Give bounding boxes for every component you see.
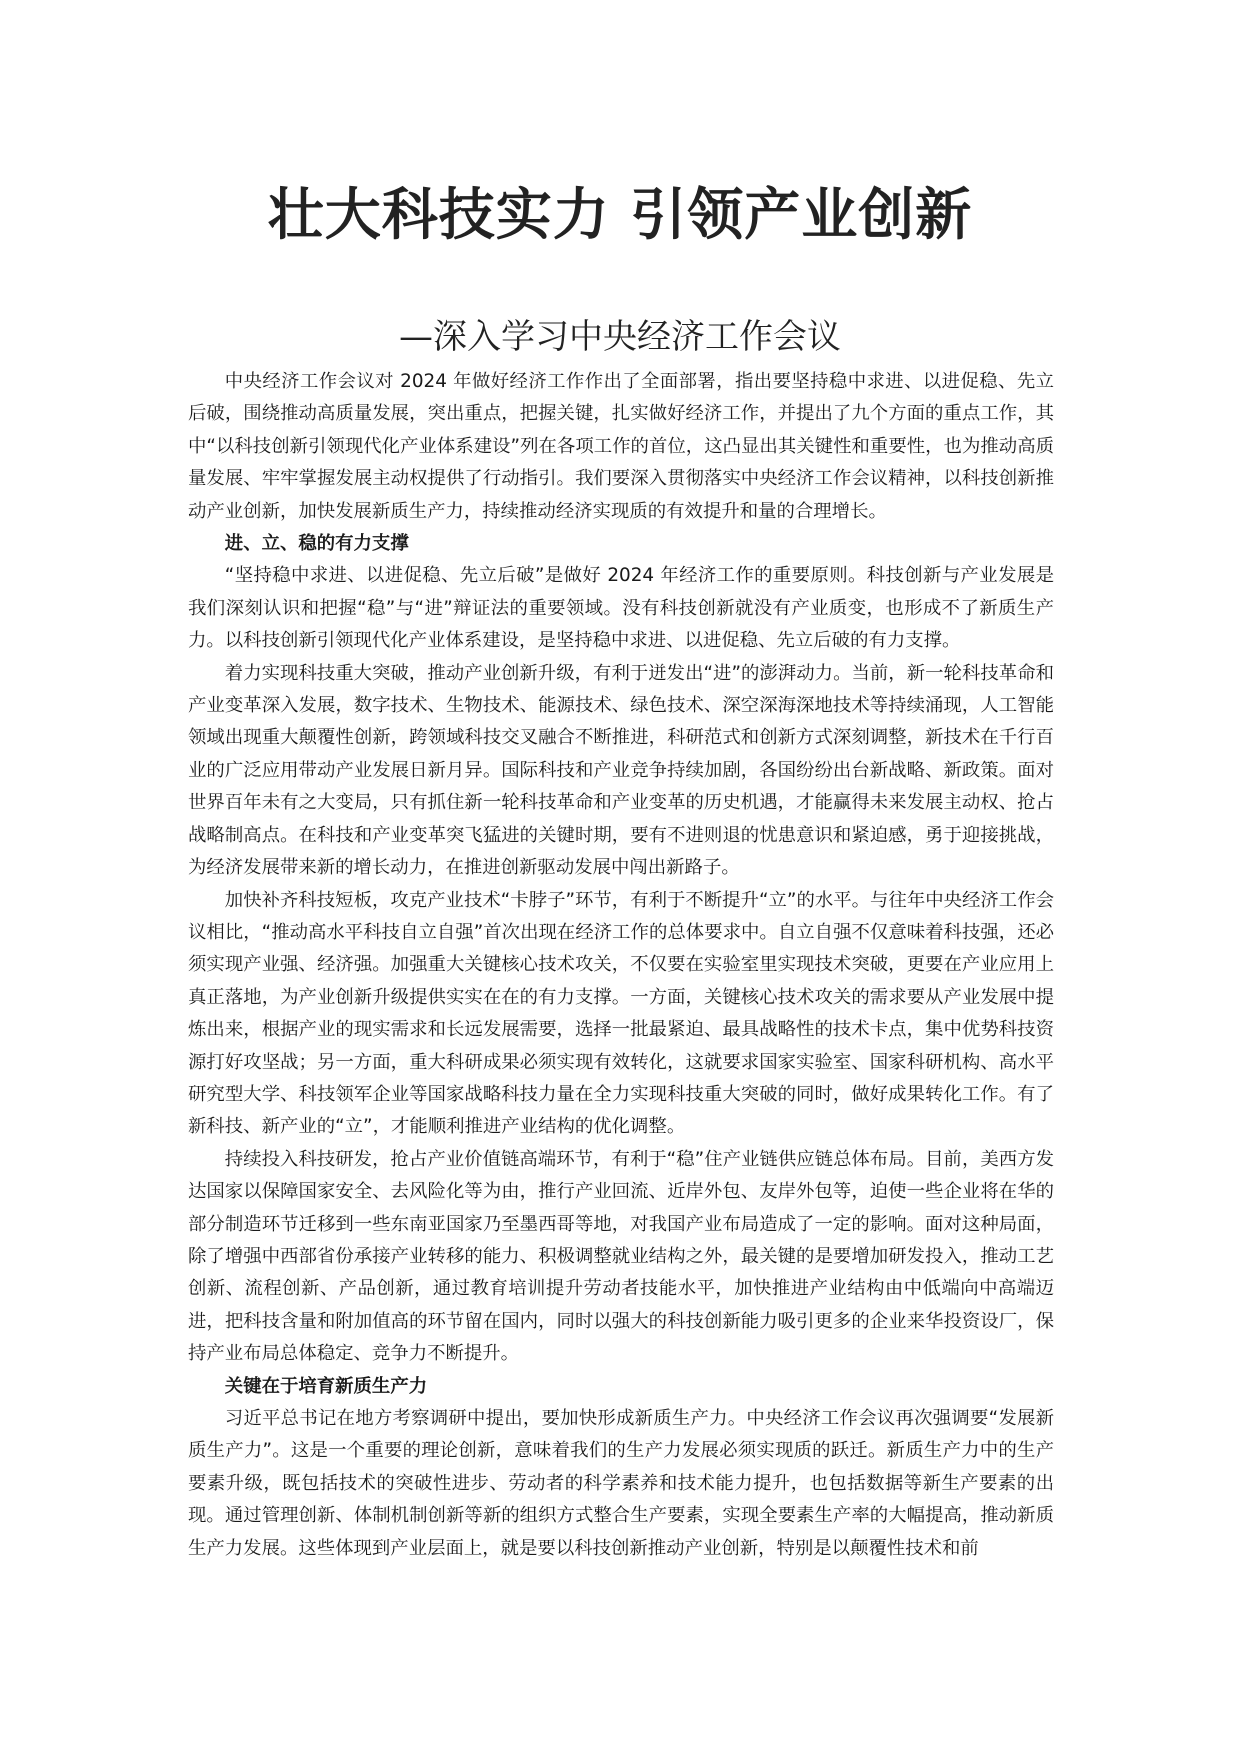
body-paragraph: 加快补齐科技短板，攻克产业技术“卡脖子”环节，有利于不断提升“立”的水平。与往年中央经济工作会议相比，“推动高水平科技自立自强”首次出现在经济工作的总体要求中。自立自强不仅意味着科技强，还必须实现产业强、经济强。加强重大关键核心技术攻关，不仅要在实验室里实现技术突破，更要在产业应用上真正落地，为产业创新升级提供实实在在的有力支撑。一方面，关键核心技术攻关的需求要从产业发展中提炼出来，根据产业的现实需求和长远发展需要，选择一批最紧迫、最具战略性的技术卡点，集中优势科技资源打好攻坚战；另一方面，重大科研成果必须实现有效转化，这就要求国家实验室、国家科研机构、高水平研究型大学、科技领军企业等国家战略科技力量在全力实现科技重大突破的同时，做好成果转化工作。有了新科技、新产业的“立”，才能顺利推进产业结构的优化调整。: [188, 889, 1054, 1138]
document-subtitle: —深入学习中央经济工作会议: [399, 317, 841, 357]
body-paragraph: “坚持稳中求进、以进促稳、先立后破”是做好 2024 年经济工作的重要原则。科技创新与产业发展是我们深刻认识和把握“稳”与“进”辩证法的重要领域。没有科技创新就没有产业质变，也形成不了新质生产力。以科技创新引领现代化产业体系建设，是坚持稳中求进、以进促稳、先立后破的有力支撑。: [188, 565, 1054, 652]
section-heading: 进、立、稳的有力支撑: [224, 533, 409, 555]
document-title: 壮大科技实力 引领产业创新: [267, 183, 973, 248]
section-heading: 关键在于培育新质生产力: [224, 1375, 428, 1397]
body-paragraph: 着力实现科技重大突破，推动产业创新升级，有利于迸发出“进”的澎湃动力。当前，新一轮科技革命和产业变革深入发展，数字技术、生物技术、能源技术、绿色技术、深空深海深地技术等持续涌现，人工智能领域出现重大颠覆性创新，跨领域科技交叉融合不断推进，科研范式和创新方式深刻调整，新技术在千行百业的广泛应用带动产业发展日新月异。国际科技和产业竞争持续加剧，各国纷纷出台新战略、新政策。面对世界百年未有之大变局，只有抓住新一轮科技革命和产业变革的历史机遇，才能赢得未来发展主动权、抢占战略制高点。在科技和产业变革突飞猛进的关键时期，要有不进则退的忧患意识和紧迫感，勇于迎接挑战，为经济发展带来新的增长动力，在推进创新驱动发展中闯出新路子。: [188, 662, 1054, 879]
body-paragraph: 习近平总书记在地方考察调研中提出，要加快形成新质生产力。中央经济工作会议再次强调要“发展新质生产力”。这是一个重要的理论创新，意味着我们的生产力发展必须实现质的跃迁。新质生产力中的生产要素升级，既包括技术的突破性进步、劳动者的科学素养和技术能力提升，也包括数据等新生产要素的出现。通过管理创新、体制机制创新等新的组织方式整合生产要素，实现全要素生产率的大幅提高，推动新质生产力发展。这些体现到产业层面上，就是要以科技创新推动产业创新，特别是以颠覆性技术和前: [188, 1408, 1054, 1559]
body-paragraph: 持续投入科技研发，抢占产业价值链高端环节，有利于“稳”住产业链供应链总体布局。目前，美西方发达国家以保障国家安全、去风险化等为由，推行产业回流、近岸外包、友岸外包等，迫使一些企业将在华的部分制造环节迁移到一些东南亚国家乃至墨西哥等地，对我国产业布局造成了一定的影响。面对这种局面，除了增强中西部省份承接产业转移的能力、积极调整就业结构之外，最关键的是要增加研发投入，推动工艺创新、流程创新、产品创新，通过教育培训提升劳动者技能水平，加快推进产业结构由中低端向中高端迈进，把科技含量和附加值高的环节留在国内，同时以强大的科技创新能力吸引更多的企业来华投资设厂，保持产业布局总体稳定、竞争力不断提升。: [188, 1148, 1054, 1365]
article-body: [188, 366, 1054, 1565]
intro-paragraph: 中央经济工作会议对 2024 年做好经济工作作出了全面部署，指出要坚持稳中求进、以进促稳、先立后破，围绕推动高质量发展，突出重点，把握关键，扎实做好经济工作，并提出了九个方面的重点工作，其中“以科技创新引领现代化产业体系建设”列在各项工作的首位，这凸显出其关键性和重要性，也为推动高质量发展、牢牢掌握发展主动权提供了行动指引。我们要深入贯彻落实中央经济工作会议精神，以科技创新推动产业创新，加快发展新质生产力，持续推动经济实现质的有效提升和量的合理增长。: [188, 371, 1054, 522]
